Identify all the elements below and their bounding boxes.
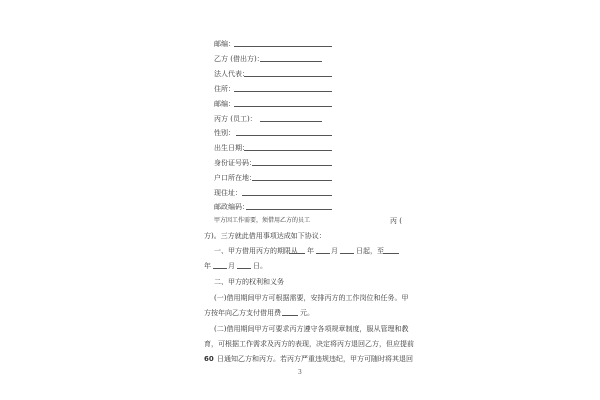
term-end-month-line[interactable] [213,268,227,269]
field-label-zip: 邮政编码： [214,203,249,211]
term-year-label: 年 [307,247,314,255]
field-label-household: 户口所在地： [214,174,256,182]
term-start-day-line[interactable] [340,253,354,254]
field-label-gender: 性别： [214,129,235,137]
field-line-current-address[interactable] [242,195,332,196]
field-line-id-number[interactable] [252,165,332,166]
term-prefix: 一、甲方借用丙方的期限从 [214,247,298,255]
field-label-party-c: 丙方 (员工)： [214,115,257,123]
item2-1-line1: (一)借用期间甲方可根据需要，安排丙方的工作岗位和任务。甲 [214,294,409,302]
item2-2-notice-days: 60 [204,355,214,363]
field-label-party-b: 乙方 (借出方)： [214,55,264,63]
field-line-party-b[interactable] [260,61,322,62]
field-line-postcode-2[interactable] [234,106,332,107]
term-day-to-label: 日起，至 [356,247,384,255]
item2-1-line2-tail: 元。 [300,309,314,317]
para1-line2: 方)。三方就此借用事项达成如下协议： [204,232,326,240]
field-label-id-number: 身份证号码： [214,159,256,167]
field-line-zip[interactable] [246,209,332,210]
field-line-party-c[interactable] [260,121,322,122]
field-line-birthdate[interactable] [244,150,332,151]
field-label-postcode: 邮编： [214,40,235,48]
field-label-postcode-2: 邮编： [214,100,235,108]
term-start-year-line[interactable] [289,253,305,254]
term-end-day-label: 日。 [253,262,267,270]
borrowing-fee-line[interactable] [282,315,298,316]
item2-2-line2: 育，可根据工作需求及丙方的表现，决定将丙方退回乙方，但应提前 [204,340,414,348]
term-end-year-line[interactable] [383,253,399,254]
term-start-month-line[interactable] [316,253,330,254]
para1-line1: 甲方因工作需要，须借用乙方的员工 [214,217,311,224]
term-end-month-label: 月 [228,262,235,270]
item2-2-line3: 日通知乙方和丙方。若丙方严重违规违纪，甲方可随时将其退回 [217,355,413,363]
field-label-birthdate: 出生日期： [214,144,249,152]
term-end-year-label: 年 [204,262,211,270]
field-label-address: 住所： [214,85,235,93]
page-number: 3 [298,369,302,376]
field-label-current-address: 现住址： [214,189,242,197]
field-line-gender[interactable] [236,135,332,136]
field-line-legal-rep[interactable] [244,76,332,77]
field-line-postcode[interactable] [234,46,332,47]
field-line-household[interactable] [252,180,332,181]
field-line-address[interactable] [234,91,332,92]
section2-title: 二、甲方的权利和义务 [214,278,284,286]
term-month-label: 月 [331,247,338,255]
item2-2-line1: (二)借用期间甲方可要求丙方遵守各项规章制度，服从管理和教 [214,325,409,333]
item2-1-line2-prefix: 方按年向乙方支付借用费 [204,309,281,317]
term-end-day-line[interactable] [237,268,251,269]
para1-line1-tail: 丙 ( [390,217,402,225]
field-label-legal-rep: 法人代表： [214,70,249,78]
